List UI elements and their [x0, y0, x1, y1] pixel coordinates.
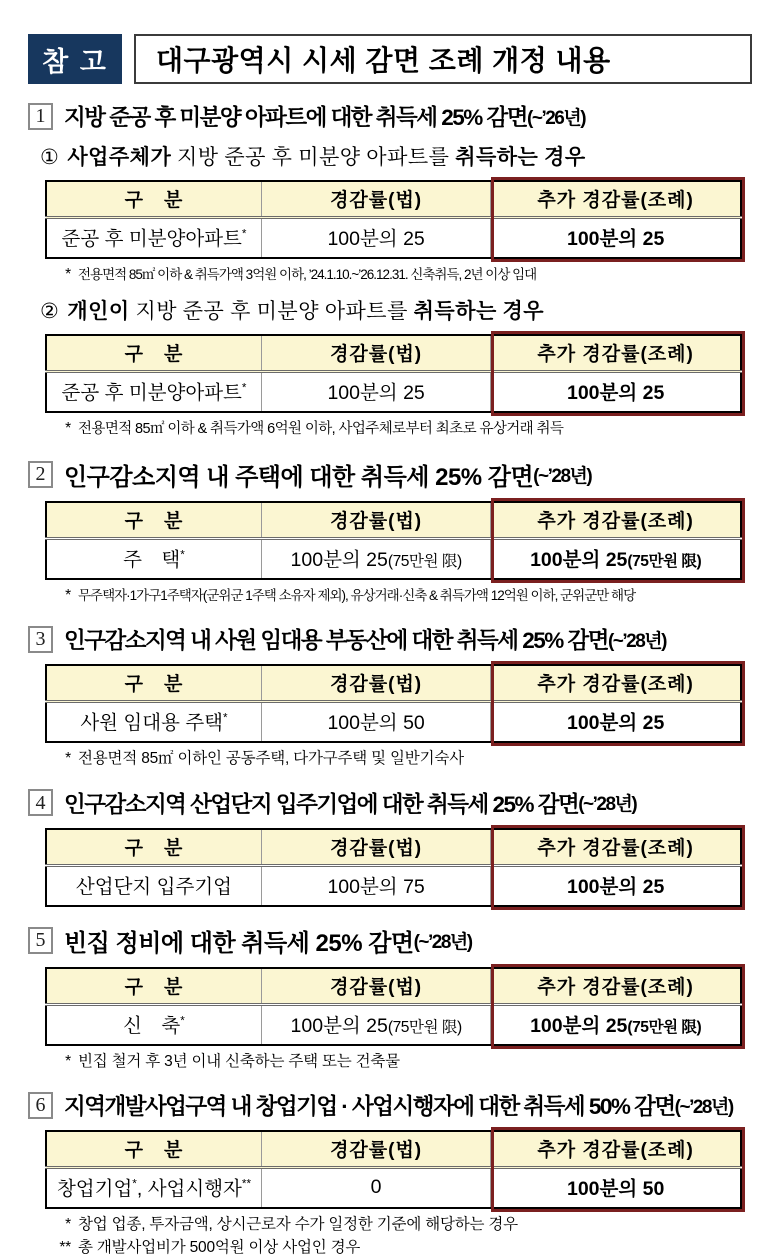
- table-header-row: [46, 968, 741, 1005]
- section: [28, 457, 752, 607]
- section-blocks: [28, 967, 752, 1073]
- table-wrap: [45, 180, 742, 259]
- law-rate-value: 100분의 25(75만원 限): [261, 1004, 490, 1045]
- block: [28, 828, 752, 907]
- section-period: (~’28년): [533, 465, 592, 487]
- case-text: 개인이 지방 준공 후 미분양 아파트를 취득하는 경우: [67, 299, 545, 324]
- section-title: 인구감소지역 내 사원 임대용 부동산에 대한 취득세 25% 감면: [64, 628, 608, 654]
- block: [28, 295, 752, 440]
- footnote-marker: *: [65, 1052, 71, 1070]
- section-blocks: [28, 664, 752, 770]
- section-title: 빈집 정비에 대한 취득세 25% 감면: [64, 929, 414, 957]
- table-header-row: [46, 829, 741, 866]
- col-header-law-rate: 경감률(법): [261, 335, 490, 372]
- col-header-ordinance-rate: 추가 경감률(조례): [491, 665, 741, 702]
- section: [28, 923, 752, 1073]
- section-heading: [28, 787, 752, 819]
- col-header-category: 구 분: [46, 335, 261, 372]
- section-number: 6: [28, 1092, 53, 1119]
- col-header-category: 구 분: [46, 181, 261, 218]
- case-line: [40, 295, 752, 325]
- footnote-text: 총 개발사업비가 500억원 이상 사업인 경우: [78, 1238, 361, 1256]
- reduction-table: [45, 501, 742, 580]
- footnotes: [52, 264, 752, 286]
- col-header-law-rate: 경감률(법): [261, 1131, 490, 1168]
- value-cap-note: (75만원 限): [387, 552, 462, 570]
- reduction-table: [45, 967, 742, 1046]
- footnote-text: 전용면적 85㎡ 이하 & 취득가액 3억원 이하, ’24.1.10.~’26.12.31. 신축취득, 2년 이상 임대: [78, 267, 537, 282]
- footnote: [52, 748, 752, 770]
- section: [28, 623, 752, 770]
- footnotes: [52, 1051, 752, 1073]
- section-title: 지방 준공 후 미분양 아파트에 대한 취득세 25% 감면: [64, 105, 528, 130]
- law-rate-value: 100분의 25: [261, 372, 490, 413]
- table-wrap: [45, 664, 742, 743]
- table-row: [46, 1168, 741, 1209]
- footnote-marker: **: [59, 1238, 71, 1256]
- footnote-ref: *: [180, 1014, 185, 1028]
- section-period: (~’28년): [578, 794, 637, 816]
- footnote-text: 빈집 철거 후 3년 이내 신축하는 주택 또는 건축물: [78, 1052, 400, 1070]
- reduction-table: [45, 1130, 742, 1209]
- section-number: 5: [28, 927, 53, 954]
- footnote-text: 무주택자·1가구1주택자(군위군 1주택 소유자 제외), 유상거래·신축 & 취득가액 12억원 이하, 군위군만 해당: [78, 587, 636, 603]
- col-header-ordinance-rate: 추가 경감률(조례): [491, 502, 741, 539]
- ordinance-rate-value: 100분의 50: [566, 1178, 665, 1201]
- footnote-marker: *: [65, 420, 71, 438]
- reduction-table: [45, 664, 742, 743]
- ordinance-rate-value: 100분의 25(75만원 限): [530, 1014, 702, 1037]
- table-header-row: [46, 181, 741, 218]
- col-header-law-rate: 경감률(법): [261, 665, 490, 702]
- section-title: 지역개발사업구역 내 창업기업 · 사업시행자에 대한 취득세 50% 감면: [64, 1094, 675, 1120]
- footnotes: [52, 748, 752, 770]
- sections: [28, 100, 752, 1259]
- table-row: [46, 1004, 741, 1045]
- table-wrap: [45, 334, 742, 413]
- document-header: [28, 34, 752, 84]
- law-rate-value: 100분의 50: [261, 702, 490, 743]
- table-wrap: [45, 967, 742, 1046]
- footnote-ref: *: [241, 227, 247, 241]
- section-blocks: [28, 141, 752, 441]
- ordinance-rate-value: 100분의 25: [566, 712, 665, 735]
- footnote-marker: *: [65, 586, 71, 604]
- col-header-law-rate: 경감률(법): [261, 502, 490, 539]
- row-label: 사원 임대용 주택*: [46, 702, 261, 743]
- section-blocks: [28, 501, 752, 607]
- value-cap-note: (75만원 限): [627, 1018, 702, 1036]
- section-heading: [28, 923, 752, 958]
- block: [28, 1130, 752, 1259]
- law-rate-value: 100분의 75: [261, 865, 490, 906]
- section-number: 1: [28, 103, 53, 130]
- footnote-ref: *: [223, 711, 228, 725]
- case-text: 사업주체가 지방 준공 후 미분양 아파트를 취득하는 경우: [67, 145, 586, 169]
- ordinance-rate-value: 100분의 25: [566, 228, 665, 250]
- col-header-ordinance-rate: 추가 경감률(조례): [491, 335, 741, 372]
- reference-badge: 참 고: [28, 34, 122, 84]
- footnote-ref: *: [180, 548, 185, 562]
- value-cap-note: (75만원 限): [387, 1018, 462, 1036]
- reduction-table: [45, 334, 742, 413]
- reduction-table: [45, 828, 742, 907]
- section-blocks: [28, 828, 752, 907]
- section-number: 3: [28, 626, 53, 653]
- row-label: 주 택*: [46, 538, 261, 579]
- section-heading: [28, 623, 752, 655]
- page-title: 대구광역시 시세 감면 조례 개정 내용: [134, 34, 752, 84]
- law-rate-value: 100분의 25: [261, 218, 490, 259]
- footnote-text: 전용면적 85㎡ 이하 & 취득가액 6억원 이하, 사업주체로부터 최초로 유상거래 취득: [78, 421, 564, 438]
- section-period: (~’28년): [674, 1096, 733, 1118]
- table-wrap: [45, 1130, 742, 1209]
- ordinance-rate-value: 100분의 25(75만원 限): [530, 548, 702, 571]
- section-heading: [28, 457, 752, 492]
- footnotes: [52, 1214, 752, 1259]
- section-period: (~’28년): [413, 931, 472, 953]
- table-header-row: [46, 665, 741, 702]
- footnote-text: 창업 업종, 투자금액, 상시근로자 수가 일정한 기준에 해당하는 경우: [78, 1216, 518, 1234]
- col-header-ordinance-rate: 추가 경감률(조례): [491, 968, 741, 1005]
- col-header-ordinance-rate: 추가 경감률(조례): [491, 1131, 741, 1168]
- table-header-row: [46, 502, 741, 539]
- col-header-category: 구 분: [46, 665, 261, 702]
- table-row: [46, 538, 741, 579]
- col-header-category: 구 분: [46, 502, 261, 539]
- footnote-ref: **: [241, 1177, 251, 1191]
- section-period: (~’26년): [527, 107, 586, 129]
- col-header-category: 구 분: [46, 968, 261, 1005]
- footnote: [52, 1051, 752, 1073]
- footnotes: [52, 418, 752, 440]
- footnote-marker: *: [65, 750, 71, 768]
- col-header-law-rate: 경감률(법): [261, 968, 490, 1005]
- section-heading: [28, 100, 752, 132]
- footnote-marker: *: [65, 266, 71, 283]
- section: [28, 100, 752, 441]
- col-header-category: 구 분: [46, 829, 261, 866]
- row-label: 준공 후 미분양아파트*: [46, 218, 261, 259]
- footnote: [52, 418, 752, 440]
- row-label: 산업단지 입주기업: [46, 865, 261, 906]
- table-header-row: [46, 335, 741, 372]
- section: [28, 787, 752, 907]
- footnotes: [52, 585, 752, 607]
- footnote: [52, 264, 752, 286]
- case-line: [40, 141, 752, 171]
- footnote-marker: *: [65, 1216, 71, 1234]
- case-marker-icon: ②: [40, 299, 60, 324]
- row-label: 신 축*: [46, 1004, 261, 1045]
- reduction-table: [45, 180, 742, 259]
- table-row: [46, 218, 741, 259]
- table-row: [46, 865, 741, 906]
- col-header-category: 구 분: [46, 1131, 261, 1168]
- row-label: 준공 후 미분양아파트*: [46, 372, 261, 413]
- footnote: [52, 1214, 752, 1236]
- case-marker-icon: ①: [40, 145, 60, 169]
- ordinance-rate-value: 100분의 25: [566, 382, 665, 405]
- block: [28, 967, 752, 1073]
- section-title: 인구감소지역 내 주택에 대한 취득세 25% 감면: [64, 463, 534, 491]
- section-title: 인구감소지역 산업단지 입주기업에 대한 취득세 25% 감면: [64, 791, 579, 817]
- section-blocks: [28, 1130, 752, 1259]
- col-header-ordinance-rate: 추가 경감률(조례): [491, 829, 741, 866]
- footnote-ref: *: [241, 381, 247, 395]
- ordinance-rate-value: 100분의 25: [566, 875, 665, 898]
- section-number: 2: [28, 461, 53, 488]
- table-row: [46, 702, 741, 743]
- block: [28, 501, 752, 607]
- table-wrap: [45, 501, 742, 580]
- table-wrap: [45, 828, 742, 907]
- block: [28, 141, 752, 286]
- footnote-ref: *: [132, 1177, 137, 1191]
- value-cap-note: (75만원 限): [627, 552, 702, 570]
- law-rate-value: 100분의 25(75만원 限): [261, 538, 490, 579]
- col-header-law-rate: 경감률(법): [261, 181, 490, 218]
- section-period: (~’28년): [607, 630, 666, 652]
- table-row: [46, 372, 741, 413]
- law-rate-value: 0: [261, 1168, 490, 1209]
- footnote: [52, 585, 752, 607]
- section-number: 4: [28, 789, 53, 816]
- row-label: 창업기업*, 사업시행자**: [46, 1168, 261, 1209]
- footnote: [52, 1237, 752, 1259]
- table-header-row: [46, 1131, 741, 1168]
- col-header-ordinance-rate: 추가 경감률(조례): [491, 181, 741, 218]
- footnote-text: 전용면적 85㎡ 이하인 공동주택, 다가구주택 및 일반기숙사: [78, 750, 464, 768]
- block: [28, 664, 752, 770]
- col-header-law-rate: 경감률(법): [261, 829, 490, 866]
- section-heading: [28, 1089, 752, 1121]
